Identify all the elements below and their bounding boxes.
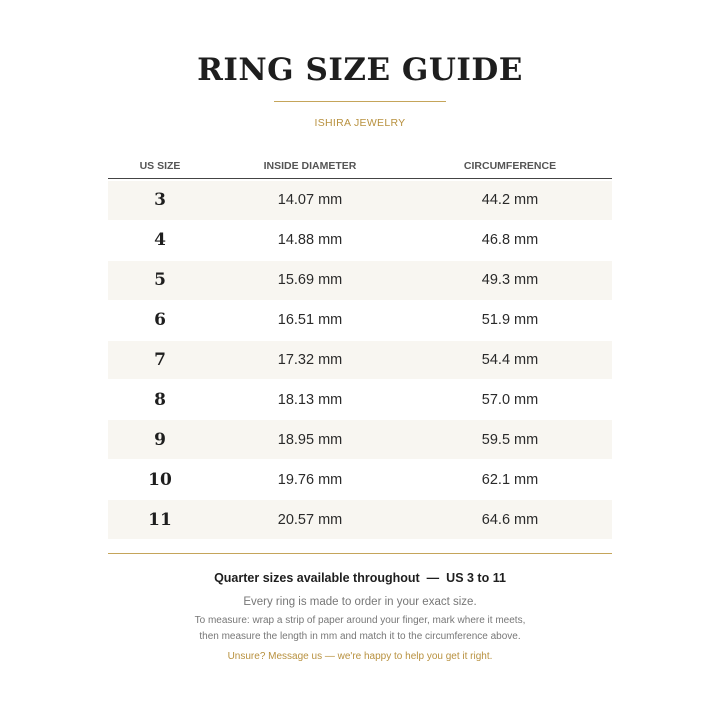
- diameter-cell: 15.69 mm: [277, 272, 343, 289]
- table-header: [108, 154, 612, 179]
- column-header-circumference: CIRCUMFERENCE: [463, 160, 557, 172]
- circumference-cell: 49.3 mm: [481, 272, 539, 289]
- size-cell: 3: [154, 190, 166, 211]
- diameter-cell: 14.07 mm: [277, 192, 343, 209]
- size-cell: 4: [154, 230, 166, 251]
- made-to-order-text: Every ring is made to order in your exact size.: [243, 596, 477, 608]
- column-header-size: US SIZE: [139, 160, 181, 172]
- size-cell: 8: [154, 389, 166, 410]
- size-table: [108, 154, 612, 540]
- circumference-cell: 57.0 mm: [481, 391, 539, 408]
- size-cell: 9: [154, 429, 166, 450]
- diameter-cell: 20.57 mm: [277, 511, 343, 528]
- table-body: [108, 181, 612, 540]
- circumference-cell: 62.1 mm: [481, 471, 539, 488]
- table-row: [108, 460, 612, 500]
- title-divider: [274, 101, 446, 102]
- circumference-cell: 46.8 mm: [481, 232, 539, 249]
- table-row: [108, 341, 612, 381]
- measure-line-1: To measure: wrap a strip of paper around your finger, mark where it meets,: [194, 615, 526, 626]
- brand-name: ISHIRA JEWELRY: [314, 117, 406, 129]
- size-cell: 7: [154, 350, 166, 370]
- table-row: [108, 181, 612, 221]
- size-cell: 5: [154, 270, 166, 291]
- table-row: [108, 221, 612, 261]
- diameter-cell: 18.95 mm: [277, 431, 343, 448]
- size-range: US 3 to 11: [446, 571, 506, 585]
- table-row: [108, 420, 612, 460]
- circumference-cell: 44.2 mm: [481, 192, 539, 209]
- table-row: [108, 301, 612, 341]
- size-cell: 11: [148, 509, 172, 530]
- diameter-cell: 17.32 mm: [277, 352, 343, 368]
- quarter-sizes-label: Quarter sizes available throughout: [214, 571, 420, 585]
- quarter-sizes-note: [0, 571, 720, 585]
- footer-divider: [108, 553, 612, 554]
- circumference-cell: 54.4 mm: [481, 352, 539, 368]
- circumference-cell: 51.9 mm: [481, 312, 539, 329]
- circumference-cell: 59.5 mm: [481, 431, 539, 448]
- table-row: [108, 500, 612, 540]
- measure-line-2: then measure the length in mm and match it to the circumference above.: [199, 631, 521, 642]
- note-separator: —: [426, 571, 440, 585]
- contact-note: Unsure? Message us — we're happy to help you get it right.: [227, 651, 493, 662]
- table-row: [108, 261, 612, 301]
- diameter-cell: 19.76 mm: [277, 471, 343, 488]
- page-title: RING SIZE GUIDE: [197, 52, 523, 88]
- size-cell: 10: [148, 469, 172, 490]
- diameter-cell: 14.88 mm: [277, 232, 343, 249]
- table-row: [108, 380, 612, 420]
- circumference-cell: 64.6 mm: [481, 511, 539, 528]
- diameter-cell: 16.51 mm: [277, 312, 343, 329]
- measuring-instructions: [0, 613, 720, 645]
- diameter-cell: 18.13 mm: [277, 391, 343, 408]
- size-cell: 6: [154, 310, 166, 331]
- column-header-diameter: INSIDE DIAMETER: [263, 160, 357, 172]
